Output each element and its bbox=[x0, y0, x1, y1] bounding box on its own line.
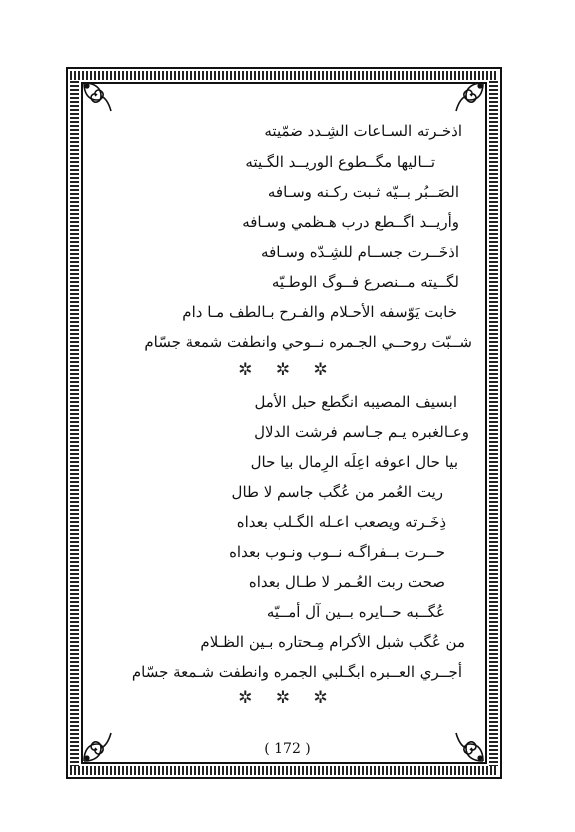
poem-line: وعـالغبره يـم جـاسم فرشت الدلال bbox=[254, 423, 469, 441]
corner-ornament-icon bbox=[81, 80, 115, 114]
poem-line: ابسيف المصيبه انگطع حبل الأمل bbox=[254, 393, 457, 411]
poem-line: من عُگب شبل الأكرام مِـحتاره بـين الظـلام bbox=[200, 633, 465, 651]
poem-line: ريت العُمر من عُگب جاسم لا طال bbox=[231, 483, 443, 501]
poem-line: وأريــد اگــطع درب هـظمي وسـافه bbox=[242, 213, 459, 231]
poem-line: عُگــبه حــايره بــين آل أمــيّه bbox=[266, 603, 445, 621]
poem-line: شــبّت روحــي الجـمره نــوحي وانطفت شمعة جسّام bbox=[144, 333, 472, 351]
page-number: ( 172 ) bbox=[264, 741, 311, 757]
poem-line: صحت ربت العُـمر لا طـال بعداه bbox=[248, 573, 445, 591]
poem-line: ذِخَـرته ويصعب اعـله الگـلب بعداه bbox=[236, 513, 446, 531]
poem-line: الصَــبُر بــيّه ثـبت ركـنه وسـافه bbox=[267, 183, 459, 201]
poem-line: أجــري العــبره ابگـلبي الجمره وانطفت شـمعة جسّام bbox=[131, 663, 462, 681]
poem-line: لگــيته مــنصرع فــوگ الوطـيّه bbox=[271, 273, 459, 291]
corner-ornament-icon bbox=[452, 80, 486, 114]
stanza-separator: ✲ ✲ ✲ bbox=[238, 688, 337, 708]
stanza-separator: ✲ ✲ ✲ bbox=[238, 360, 337, 380]
poem-line: اذخَــرت جســام للشِـدّه وسـافه bbox=[261, 243, 459, 261]
poem-line: تــاليها مگــطوع الوريــد الگـيته bbox=[245, 153, 435, 171]
poem-line: حــرت بــفراگـه نــوب ونـوب بعداه bbox=[229, 543, 445, 561]
poem-line: بيا حال اعوفه اعِلَه الرِمال بيا حال bbox=[250, 453, 458, 471]
poem-line: خابت يَوّسفه الأحـلام والفـرح بـالطف مـا دام bbox=[182, 303, 457, 321]
poem-line: اذخـرته السـاعات الشِـدد ضمّيته bbox=[264, 122, 462, 140]
